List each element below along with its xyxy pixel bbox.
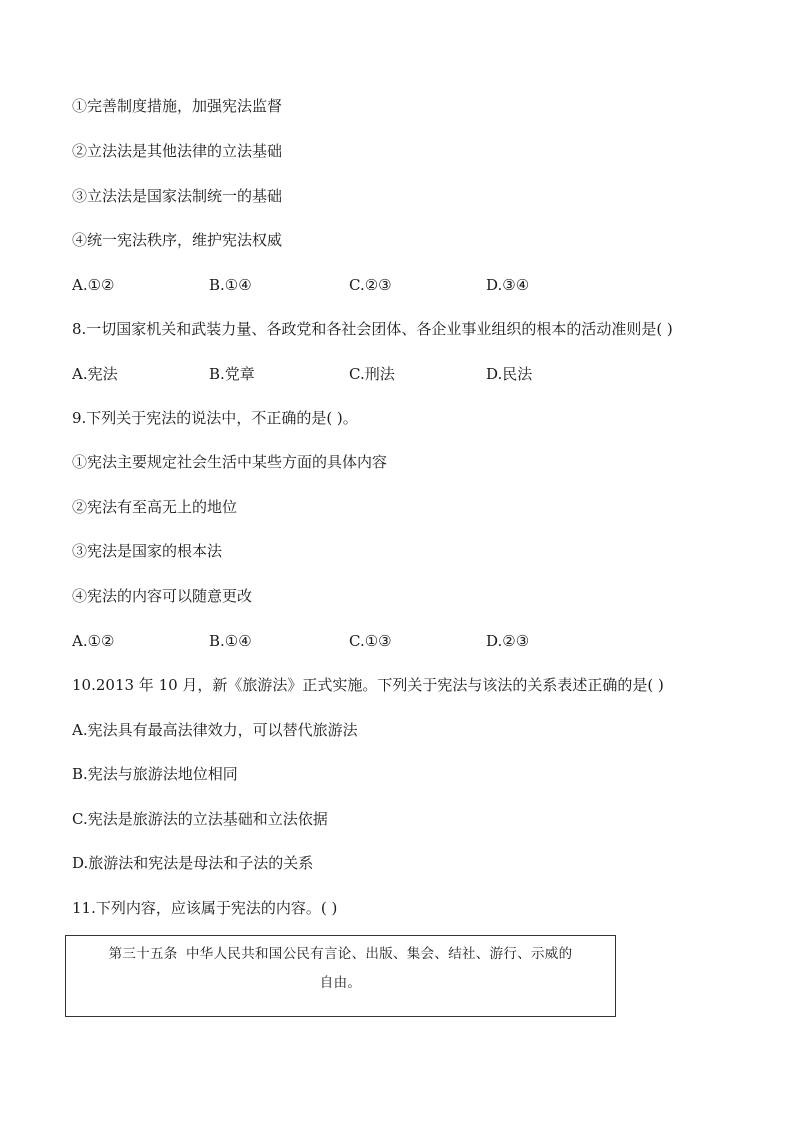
constitution-article-box bbox=[65, 935, 616, 1017]
q8-option-b: B.党章 bbox=[209, 365, 255, 383]
q9-option-b: B.①④ bbox=[209, 632, 252, 650]
q8-question: 8.一切国家机关和武装力量、各政党和各社会团体、各企业事业组织的根本的活动准则是( ) bbox=[72, 320, 673, 338]
q10-option-b: B.宪法与旅游法地位相同 bbox=[72, 765, 238, 783]
q10-option-d: D.旅游法和宪法是母法和子法的关系 bbox=[72, 854, 314, 872]
q9-statement-4: ④宪法的内容可以随意更改 bbox=[72, 587, 253, 605]
q10-option-a: A.宪法具有最高法律效力，可以替代旅游法 bbox=[72, 721, 358, 739]
article-text-line-2: 自由。 bbox=[319, 975, 362, 991]
q9-option-d: D.②③ bbox=[486, 632, 530, 650]
article-text-line-1: 第三十五条 中华人民共和国公民有言论、出版、集会、结社、游行、示威的 bbox=[108, 946, 573, 962]
q7-option-d: D.③④ bbox=[486, 276, 530, 294]
q9-statement-3: ③宪法是国家的根本法 bbox=[72, 542, 223, 560]
q7-option-c: C.②③ bbox=[349, 276, 392, 294]
q9-option-c: C.①③ bbox=[349, 632, 392, 650]
q7-statement-4: ④统一宪法秩序，维护宪法权威 bbox=[72, 231, 283, 249]
q8-option-d: D.民法 bbox=[486, 365, 533, 383]
q7-statement-2: ②立法法是其他法律的立法基础 bbox=[72, 142, 283, 160]
q7-option-a: A.①② bbox=[72, 276, 115, 294]
q7-statement-3: ③立法法是国家法制统一的基础 bbox=[72, 187, 283, 205]
q9-options bbox=[72, 631, 722, 651]
q9-statement-1: ①宪法主要规定社会生活中某些方面的具体内容 bbox=[72, 453, 388, 471]
q9-option-a: A.①② bbox=[72, 632, 115, 650]
q10-question: 10.2013 年 10 月，新《旅游法》正式实施。下列关于宪法与该法的关系表述正确的是( ) bbox=[72, 676, 664, 694]
q8-options bbox=[72, 364, 722, 384]
q9-statement-2: ②宪法有至高无上的地位 bbox=[72, 498, 238, 516]
q8-option-a: A.宪法 bbox=[72, 365, 118, 383]
q11-question: 11.下列内容，应该属于宪法的内容。( ) bbox=[72, 899, 338, 917]
q7-options bbox=[72, 275, 722, 295]
q10-option-c: C.宪法是旅游法的立法基础和立法依据 bbox=[72, 810, 328, 828]
q7-statement-1: ①完善制度措施，加强宪法监督 bbox=[72, 97, 283, 115]
q9-question: 9.下列关于宪法的说法中，不正确的是( )。 bbox=[72, 409, 358, 427]
q8-option-c: C.刑法 bbox=[349, 365, 395, 383]
q7-option-b: B.①④ bbox=[209, 276, 252, 294]
